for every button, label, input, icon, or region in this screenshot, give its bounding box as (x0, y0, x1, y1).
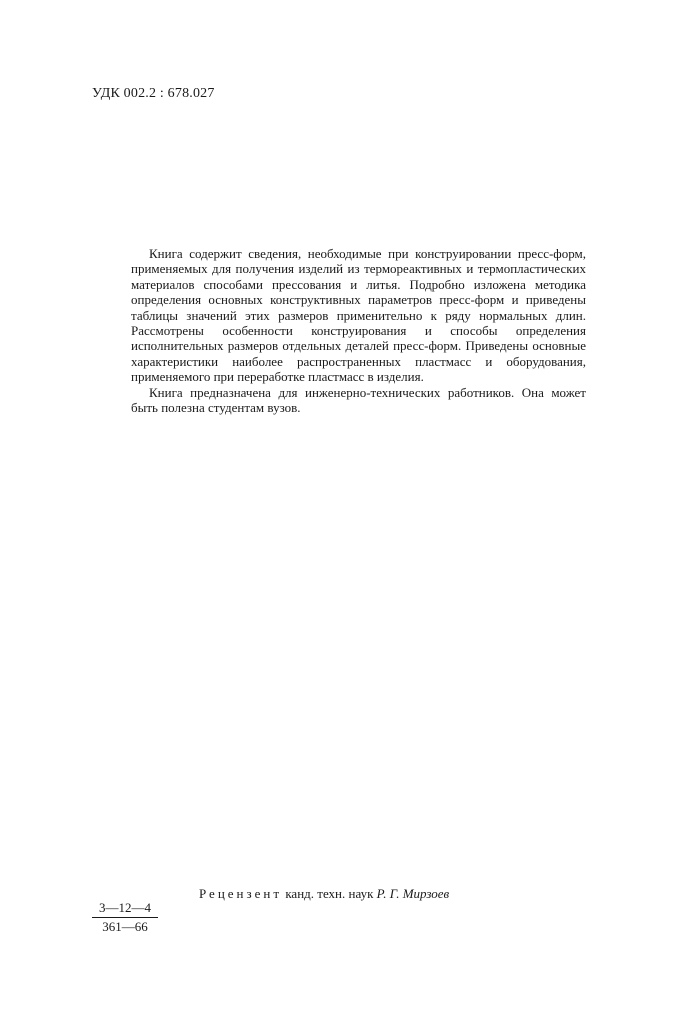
reviewer-title: канд. техн. наук (285, 886, 374, 901)
annotation-paragraph-2: Книга предназначена для инженерно-технических работников. Она может быть полезна студентам вузов. (131, 384, 586, 416)
catalog-code-denominator: 361—66 (102, 919, 148, 934)
catalog-code-numerator: 3—12—4 (92, 900, 158, 918)
catalog-code (92, 900, 158, 935)
reviewer-name: Р. Г. Мирзоев (376, 886, 450, 901)
reviewer-role: Рецензент (199, 886, 283, 901)
annotation (131, 246, 586, 415)
annotation-paragraph-1: Книга содержит сведения, необходимые при конструировании пресс-форм, применяемых для получения изделий из термореактивных и термопластических материалов способами прессования и литья. Подробно изложена методика определения основных конструктивных параметров пресс-форм и приведены таблицы значений этих размеров применительно к ряду нормальных длин. Рассмотрены особенности конструирования и способы определения исполнительных размеров отдельных деталей пресс-форм. Приведены основные характеристики наиболее распространенных пластмасс и оборудования, применяемого при переработке пластмасс в изделия. (131, 246, 586, 385)
udk-code: УДК 002.2 : 678.027 (92, 86, 215, 101)
reviewer-line (199, 886, 449, 902)
